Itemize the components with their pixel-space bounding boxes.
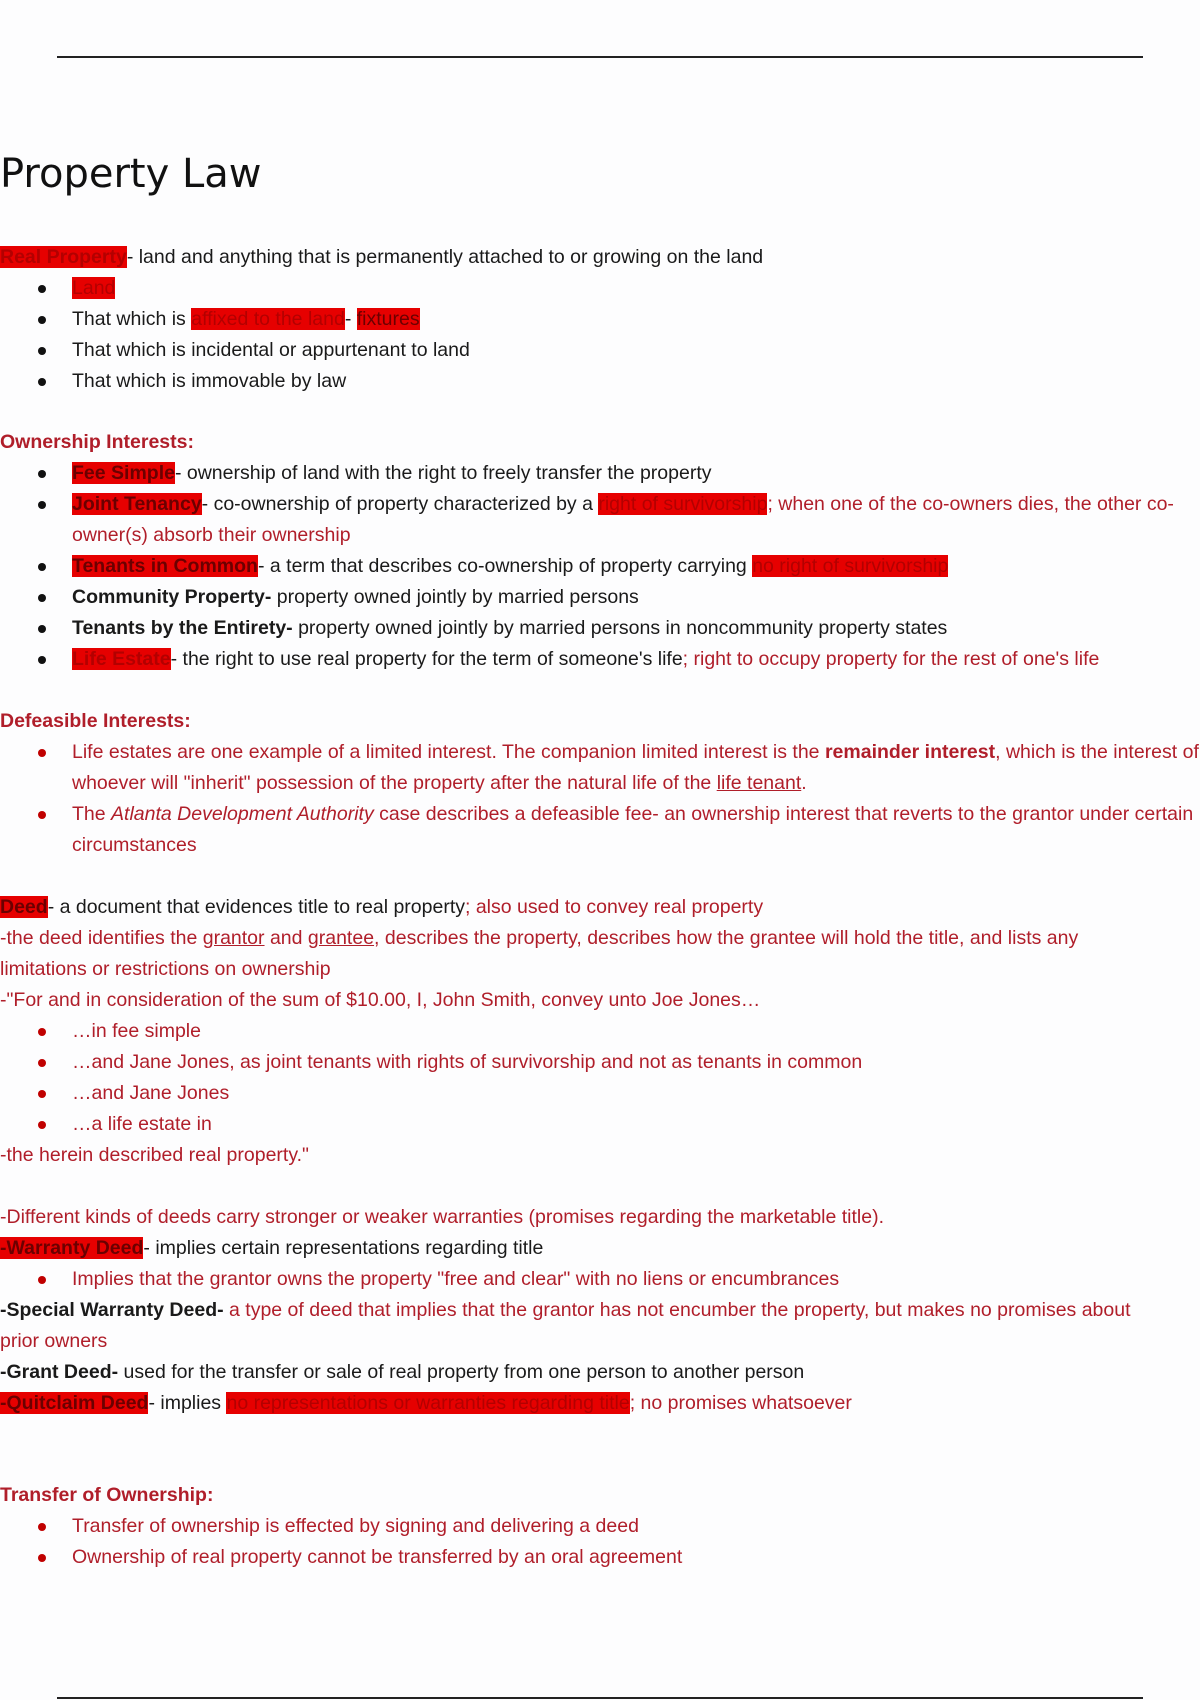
quitclaim-deed-line: [0, 1388, 1200, 1419]
remainder-interest-term: remainder interest: [824, 741, 996, 763]
quitclaim-deed-term: -Quitclaim Deed: [0, 1392, 149, 1414]
list-item-text-red: ; right to occupy property for the rest of one's life: [682, 648, 1100, 670]
page-title: Property Law: [0, 151, 262, 197]
list-item: Transfer of ownership is effected by signing and delivering a deed: [0, 1511, 1200, 1542]
list-item-text: property owned jointly by married persons: [271, 586, 639, 608]
list-item: [0, 489, 1200, 551]
case-name: Atlanta Development Authority: [111, 803, 374, 825]
transfer-heading: Transfer of Ownership:: [0, 1484, 214, 1506]
list-item: …in fee simple: [0, 1016, 1200, 1047]
defeasible-section: [0, 706, 1200, 861]
grantee-term: grantee: [307, 927, 375, 949]
header-rule: [57, 56, 1143, 58]
warranty-def-text: - implies certain representations regarding title: [143, 1237, 544, 1259]
list-item-text: The: [72, 803, 112, 825]
list-item-text: - a term that describes co-ownership of property carrying: [257, 555, 753, 577]
list-item: [0, 582, 1200, 613]
list-item: [0, 551, 1200, 582]
defeasible-heading: Defeasible Interests:: [0, 710, 191, 732]
deed-quote-list: [0, 1016, 1200, 1140]
deed-quote-end: -the herein described real property.": [0, 1144, 309, 1166]
list-item: [0, 273, 1200, 304]
no-survivorship-highlight: no right of survivorship: [752, 555, 949, 577]
grantor-term: grantor: [202, 927, 265, 949]
quitclaim-def: - implies: [148, 1392, 227, 1414]
ownership-heading: Ownership Interests:: [0, 431, 194, 453]
paragraph-text: and: [264, 927, 308, 949]
deed-kinds-section: [0, 1202, 1200, 1419]
real-property-def-text: - land and anything that is permanently attached to or growing on the land: [126, 246, 764, 268]
quitclaim-def-red: ; no promises whatsoever: [629, 1392, 852, 1414]
grant-deed-def: used for the transfer or sale of real property from one person to another person: [118, 1361, 805, 1383]
list-item: Ownership of real property cannot be transferred by an oral agreement: [0, 1542, 1200, 1573]
list-item: [0, 335, 1200, 366]
list-item: [0, 458, 1200, 489]
deed-def-text: - a document that evidences title to real property: [47, 896, 465, 918]
fixtures-highlight: fixtures: [356, 308, 420, 330]
list-item: [0, 613, 1200, 644]
list-item: [0, 644, 1200, 675]
community-property-term: Community Property-: [72, 586, 272, 608]
special-warranty-def: a type of deed that implies that the grantor has not encumber the property, but makes no promises about prior owners: [0, 1299, 1131, 1352]
life-tenant-term: life tenant: [716, 772, 802, 794]
list-item-text: That which is immovable by law: [72, 370, 347, 392]
tenants-in-common-term: Tenants in Common: [72, 555, 258, 577]
footer-rule: [57, 1697, 1143, 1699]
deed-quote-start: -"For and in consideration of the sum of $10.00, I, John Smith, convey unto Joe Jones…: [0, 989, 761, 1011]
list-item-text: case describes a defeasible fee- an ownership interest that reverts to the grantor under certain circumstances: [72, 803, 1194, 856]
fee-simple-term: Fee Simple: [72, 462, 175, 484]
deed-def-red: ; also used to convey real property: [465, 896, 764, 918]
paragraph-text: -the deed identifies the: [0, 927, 203, 949]
list-item: …and Jane Jones, as joint tenants with rights of survivorship and not as tenants in common: [0, 1047, 1200, 1078]
real-property-section: [0, 242, 1200, 397]
deed-definition: [0, 892, 1200, 923]
deed-paragraph: [0, 923, 1160, 985]
list-item: …and Jane Jones: [0, 1078, 1200, 1109]
tenants-entirety-term: Tenants by the Entirety-: [72, 617, 293, 639]
special-warranty-line: [0, 1295, 1160, 1357]
warranty-deed-term: -Warranty Deed: [0, 1237, 144, 1259]
list-item-text: property owned jointly by married persons in noncommunity property states: [292, 617, 948, 639]
warranty-deed-line: [0, 1233, 1200, 1264]
affixed-highlight: affixed to the land: [191, 308, 345, 330]
survivorship-highlight: right of survivorship: [598, 493, 768, 515]
list-item-text-red: ; when one of the co-owners dies, the other co-owner(s) absorb their ownership: [72, 493, 1174, 546]
list-item: [0, 304, 1200, 335]
list-item-text: , which is the interest of whoever will "inherit" possession of the property after the natural life of the: [72, 741, 1199, 794]
list-item-text: - ownership of land with the right to freely transfer the property: [174, 462, 712, 484]
land-highlight: Land: [72, 277, 116, 299]
real-property-term: Real Property: [0, 246, 127, 268]
list-item-text: - co-ownership of property characterized by a: [201, 493, 599, 515]
defeasible-list: [0, 737, 1200, 861]
list-item: [0, 737, 1200, 799]
grant-deed-term: -Grant Deed-: [0, 1361, 119, 1383]
deed-kinds-intro: -Different kinds of deeds carry stronger or weaker warranties (promises regarding the marketable title).: [0, 1206, 885, 1228]
list-item-text: Life estates are one example of a limited interest. The companion limited interest is the: [72, 741, 825, 763]
real-property-definition: [0, 242, 1200, 273]
no-representations-highlight: no representations or warranties regarding title: [226, 1392, 630, 1414]
list-item: Implies that the grantor owns the property "free and clear" with no liens or encumbrances: [0, 1264, 1200, 1295]
list-item-text: That which is incidental or appurtenant to land: [72, 339, 470, 361]
real-property-list: [0, 273, 1200, 397]
deed-section: [0, 892, 1200, 1171]
list-item: [0, 799, 1200, 861]
list-item-text: That which is: [72, 308, 192, 330]
grant-deed-line: [0, 1357, 1200, 1388]
transfer-section: [0, 1480, 1200, 1573]
life-estate-term: Life Estate: [72, 648, 171, 670]
paragraph-text: , describes the property, describes how the grantee will hold the title, and lists any limitations or restrictions on ownership: [0, 927, 1079, 980]
ownership-section: [0, 427, 1200, 675]
special-warranty-term: -Special Warranty Deed-: [0, 1299, 224, 1321]
list-item-text: - the right to use real property for the term of someone's life: [170, 648, 683, 670]
deed-term: Deed: [0, 896, 48, 918]
warranty-list: [0, 1264, 1200, 1295]
ownership-list: [0, 458, 1200, 675]
list-item: [0, 366, 1200, 397]
list-item: …a life estate in: [0, 1109, 1200, 1140]
transfer-list: [0, 1511, 1200, 1573]
joint-tenancy-term: Joint Tenancy: [72, 493, 202, 515]
separator: -: [344, 308, 357, 330]
list-item-text: .: [801, 772, 807, 794]
